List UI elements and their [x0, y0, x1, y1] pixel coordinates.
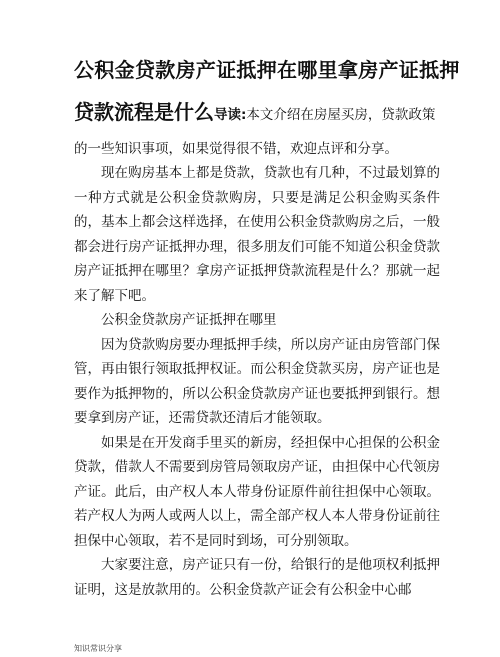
- guide-label: 导读:: [214, 107, 247, 123]
- document-title-line1: 公积金贷款房产证抵押在哪里拿房产证抵押: [74, 58, 460, 82]
- paragraph-2: 因为贷款购房要办理抵押手续，所以房产证由房管部门保管，再由银行领取抵押权证。而公积金贷款买房，房产证也是要作为抵押物的，所以公积金贷款房产证也要抵押到银行。想要拿到房产证，还需贷款还清后才能领取。: [74, 336, 440, 426]
- guide-text-inline: 本文介绍在房屋买房，贷款政策: [246, 107, 436, 123]
- section-heading: 公积金贷款房产证抵押在哪里: [101, 312, 277, 328]
- page-footer: 知识常识分享: [74, 644, 122, 653]
- document-page: [74, 50, 460, 602]
- document-title-line2: [74, 94, 440, 133]
- guide-text-continued: 的一些知识事项，如果觉得很不错，欢迎点评和分享。: [74, 141, 398, 157]
- paragraph-4: 大家要注意，房产证只有一份，给银行的是他项权利抵押证明，这是放款用的。公积金贷款产证会有公积金中心邮: [74, 557, 440, 598]
- paragraph-3: 如果是在开发商手里买的新房，经担保中心担保的公积金贷款，借款人不需要到房管局领取房产证，由担保中心代领房产证。此后，由产权人本人带身份证原件前往担保中心领取。若产权人为两人或两人以上，需全部产权人本人带身份证前往担保中心领取，若不是同时到场，可分别领取。: [74, 434, 440, 549]
- paragraph-1: 现在购房基本上都是贷款，贷款也有几种，不过最划算的一种方式就是公积金贷款购房，只要是满足公积金购买条件的，基本上都会这样选择，在使用公积金贷款购房之后，一般都会进行房产证抵押办理，很多朋友们可能不知道公积金贷款房产证抵押在哪里？拿房产证抵押贷款流程是什么？那就一起来了解下吧。: [74, 165, 440, 304]
- document-title-line2-text: 贷款流程是什么: [74, 100, 214, 124]
